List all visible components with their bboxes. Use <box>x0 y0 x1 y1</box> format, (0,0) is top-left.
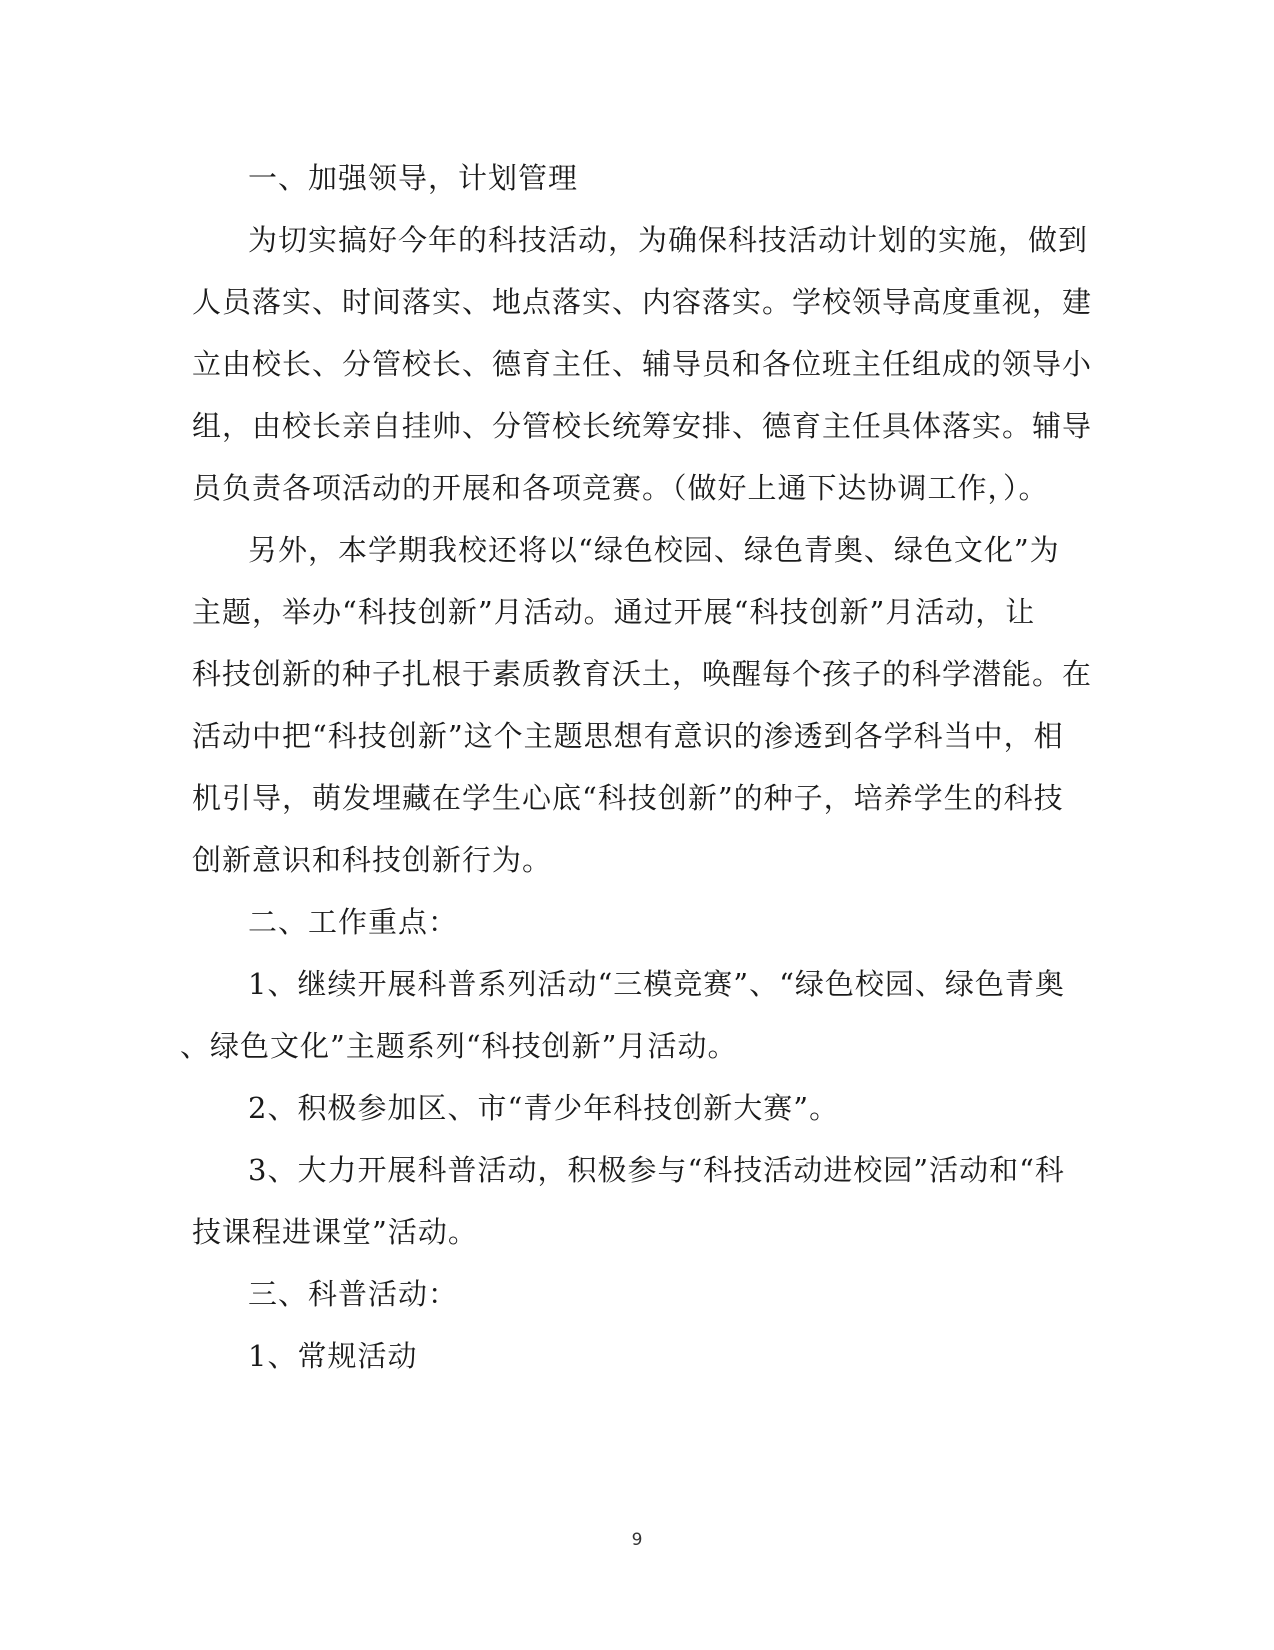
heading-section-2: 二、工作重点： <box>248 905 459 939</box>
paragraph-line: 活动中把“科技创新”这个主题思想有意识的渗透到各学科当中，相 <box>192 719 1064 753</box>
paragraph-line: 主题，举办“科技创新”月活动。通过开展“科技创新”月活动，让 <box>192 595 1036 629</box>
paragraph-line: 立由校长、分管校长、德育主任、辅导员和各位班主任组成的领导小 <box>192 347 1093 381</box>
heading-section-3: 三、科普活动： <box>248 1277 459 1311</box>
list-item: 1、继续开展科普系列活动“三模竞赛”、“绿色校园、绿色青奥 <box>248 967 1065 1001</box>
paragraph-line: 另外，本学期我校还将以“绿色校园、绿色青奥、绿色文化”为 <box>248 533 1060 567</box>
paragraph-line: 员负责各项活动的开展和各项竞赛。（做好上通下达协调工作，）。 <box>192 471 1049 505</box>
list-item: 1、常规活动 <box>248 1339 418 1373</box>
list-item-continuation: 、绿色文化”主题系列“科技创新”月活动。 <box>180 1029 738 1063</box>
paragraph-line: 人员落实、时间落实、地点落实、内容落实。学校领导高度重视，建 <box>192 285 1093 319</box>
paragraph-line: 为切实搞好今年的科技活动，为确保科技活动计划的实施，做到 <box>248 223 1089 257</box>
list-item: 2、积极参加区、市“青少年科技创新大赛”。 <box>248 1091 840 1125</box>
page-number: 9 <box>631 1530 643 1550</box>
paragraph-line: 创新意识和科技创新行为。 <box>192 843 553 877</box>
paragraph-line: 组，由校长亲自挂帅、分管校长统筹安排、德育主任具体落实。辅导 <box>192 409 1093 443</box>
paragraph-line: 机引导，萌发埋藏在学生心底“科技创新”的种子，培养学生的科技 <box>192 781 1064 815</box>
list-item: 3、大力开展科普活动，积极参与“科技活动进校园”活动和“科 <box>248 1153 1065 1187</box>
heading-section-1: 一、加强领导，计划管理 <box>248 161 579 195</box>
list-item-continuation: 技课程进课堂”活动。 <box>192 1215 478 1249</box>
paragraph-line: 科技创新的种子扎根于素质教育沃土，唤醒每个孩子的科学潜能。在 <box>192 657 1093 691</box>
